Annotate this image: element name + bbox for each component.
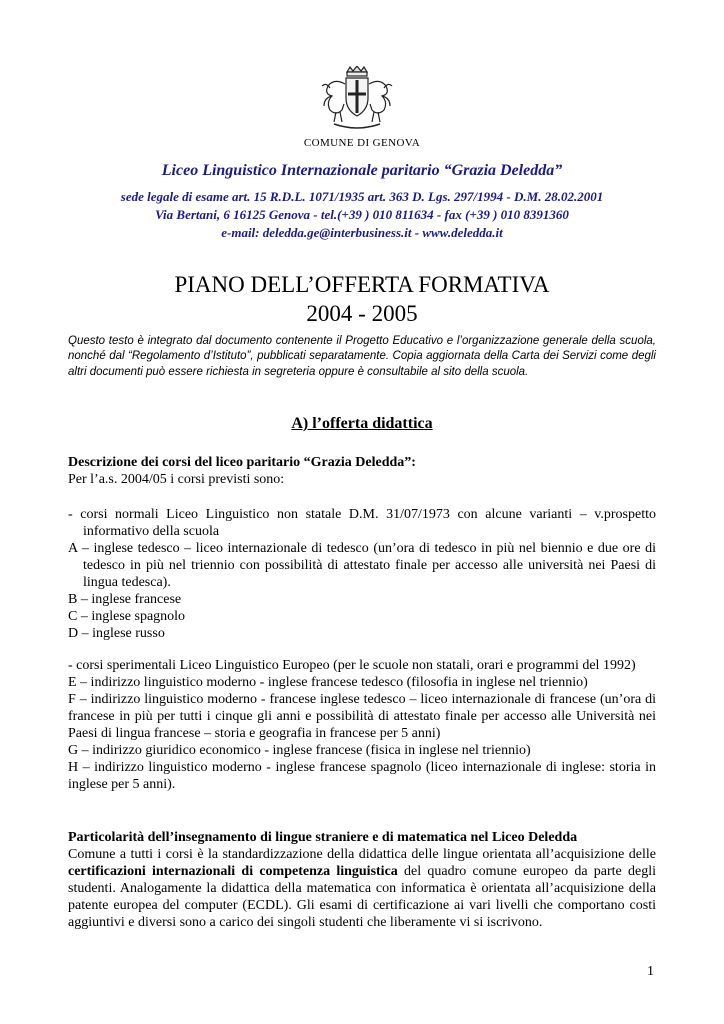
course-item-b: B – inglese francese	[68, 592, 182, 607]
course-item-h: H – indirizzo linguistico moderno - inglese francese spagnolo (liceo internazionale di inglese: storia in inglese per 5 anni).	[68, 760, 656, 792]
particularity-text	[68, 846, 656, 931]
document-year: 2004 - 2005	[306, 301, 418, 326]
particularity-text-after: del quadro comune europeo da parte degli studenti. Analogamente la didattica della matematica con informatica è orientata all’acquisizione della patente europea del computer (ECDL). Gli esami di certificazione ai vari livelli che comportano costi aggiuntivi e diversi sono a carico dei singoli studenti che liberamente vi si iscrivono.	[68, 864, 656, 930]
particularity-title: Particolarità dell’insegnamento di lingue straniere e di matematica nel Liceo Deledda	[68, 830, 578, 845]
municipality-label: COMUNE DI GENOVA	[303, 137, 421, 149]
experimental-courses-lead: - corsi sperimentali Liceo Linguistico Europeo (per le scuole non statali, orari e programmi del 1992)	[68, 658, 636, 673]
section-heading: A) l’offerta didattica	[291, 415, 433, 432]
page-number: 1	[647, 964, 654, 979]
intro-note: Questo testo è integrato dal documento contenente il Progetto Educativo e l’organizzazione generale della scuola, nonché dal “Regolamento d’Istituto”, pubblicati separatamente. Copia aggiornata della Carta dei Servizi come degli altri documenti può essere richiesta in segreteria oppure è consultabile al sito della scuola.	[68, 335, 656, 378]
course-item-f: F – indirizzo linguistico moderno - francese inglese tedesco – liceo internazionale di francese (un’ora di francese in più per tutti i cinque gli anni e possibilità di attestato finale per accesso alle Università nei Paesi di lingua francese – storia e geografia in francese per 5 anni)	[68, 692, 656, 741]
course-item-d: D – inglese russo	[68, 626, 165, 641]
school-name: Liceo Linguistico Internazionale paritario “Grazia Deledda”	[161, 162, 563, 179]
particularity-text-before: Comune a tutti i corsi è la standardizzazione della didattica delle lingue orientata all’acquisizione delle	[68, 847, 656, 862]
experimental-courses-block	[68, 657, 656, 793]
course-item-g: G – indirizzo giuridico economico - inglese francese (fisica in inglese nel triennio)	[68, 743, 531, 758]
normal-courses-block	[68, 506, 656, 642]
normal-courses-lead: - corsi normali Liceo Linguistico non statale D.M. 31/07/1973 con alcune varianti – v.prospetto informativo della scuola	[68, 507, 656, 539]
courses-intro: Per l’a.s. 2004/05 i corsi previsti sono:	[68, 472, 285, 487]
course-item-e: E – indirizzo linguistico moderno - inglese francese tedesco (filosofia in inglese nel triennio)	[68, 675, 588, 690]
courses-title: Descrizione dei corsi del liceo paritario “Grazia Deledda”:	[68, 455, 416, 470]
coat-of-arms-icon	[320, 66, 394, 134]
legal-seat-line: sede legale di esame art. 15 R.D.L. 1071/1935 art. 363 D. Lgs. 297/1994 - D.M. 28.02.2001	[120, 189, 604, 204]
address-line: Via Bertani, 6 16125 Genova - tel.(+39 ) 010 811634 - fax (+39 ) 010 8391360	[155, 207, 569, 222]
course-item-c: C – inglese spagnolo	[68, 609, 186, 624]
particularity-text-bold: certificazioni internazionali di competenza linguistica	[68, 864, 398, 879]
courses-intro-block	[68, 454, 656, 488]
particularity-block	[68, 829, 656, 931]
document-title: PIANO DELL’OFFERTA FORMATIVA	[174, 272, 550, 297]
contacts-line: e-mail: deledda.ge@interbusiness.it - www.deledda.it	[221, 225, 503, 240]
course-item-a: A – inglese tedesco – liceo internazionale di tedesco (un’ora di tedesco in più nel biennio e due ore di tedesco in più nel triennio con possibilità di attestato finale per accesso alle università nei Paesi di lingua tedesca).	[68, 541, 656, 590]
